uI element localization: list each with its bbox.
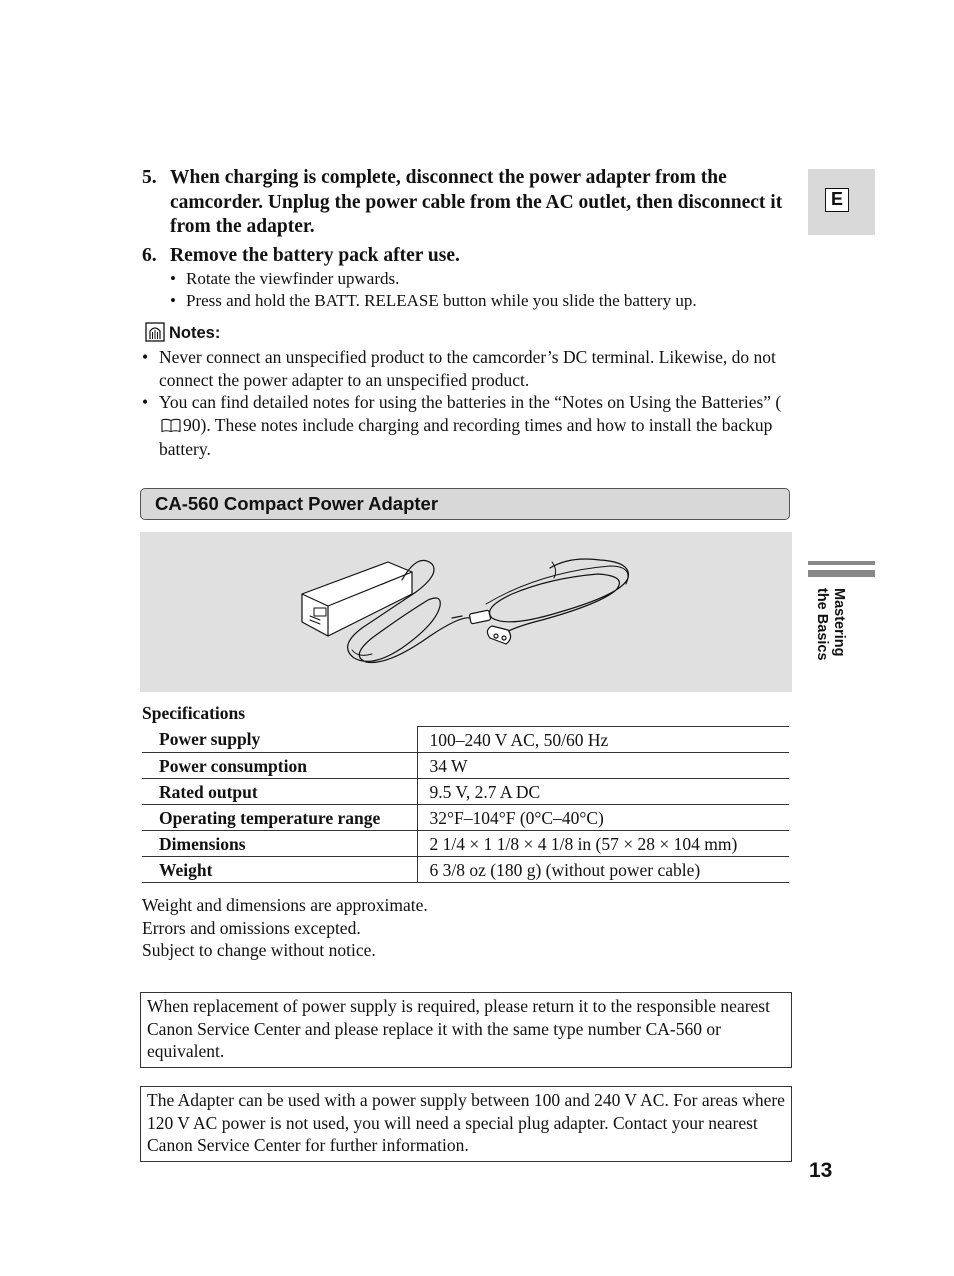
spec-label: Dimensions: [142, 831, 417, 857]
step-number: 5.: [142, 167, 157, 188]
page-number: 13: [809, 1159, 833, 1182]
table-row: [142, 727, 789, 753]
list-item: • Rotate the viewfinder upwards.: [170, 268, 810, 290]
section-title: CA-560 Compact Power Adapter: [155, 493, 439, 514]
table-row: [142, 805, 789, 831]
notes-icon: [145, 322, 165, 348]
spec-value: 100–240 V AC, 50/60 Hz: [417, 727, 789, 753]
table-row: [142, 779, 789, 805]
chapter-label: [809, 588, 849, 688]
sidebar-divider: [808, 561, 875, 565]
spec-label: Rated output: [142, 779, 417, 805]
notes-heading: [145, 322, 220, 348]
power-adapter-drawing: [140, 532, 792, 692]
spec-label: Operating temperature range: [142, 805, 417, 831]
spec-value: 2 1/4 × 1 1/8 × 4 1/8 in (57 × 28 × 104 mm): [417, 831, 789, 857]
list-item: [142, 391, 787, 461]
note-text-start: You can find detailed notes for using the batteries in the “Notes on Using the Batteries” (: [159, 392, 782, 412]
chapter-label-line: the Basics: [814, 588, 830, 661]
step-6-bullets: [170, 268, 810, 311]
step-5: [142, 166, 792, 240]
step-6: [142, 244, 792, 269]
adapter-illustration: [140, 532, 792, 692]
list-item: • Press and hold the BATT. RELEASE button while you slide the battery up.: [170, 290, 810, 312]
chapter-label-line: Mastering: [831, 588, 847, 657]
disclaimer-text: [142, 894, 428, 962]
step-text: When charging is complete, disconnect the power adapter from the camcorder. Unplug the power cable from the AC outlet, then disconnect it from the adapter.: [170, 167, 783, 237]
list-item: • Never connect an unspecified product to the camcorder’s DC terminal. Likewise, do not connect the power adapter to an unspecified product.: [142, 346, 787, 391]
voltage-notice: The Adapter can be used with a power supply between 100 and 240 V AC. For areas where 120 V AC power is not used, you will need a special plug adapter. Contact your nearest Canon Service Center for further information.: [140, 1086, 792, 1162]
spec-value: 9.5 V, 2.7 A DC: [417, 779, 789, 805]
step-text: Remove the battery pack after use.: [170, 245, 460, 266]
spec-label: Weight: [142, 857, 417, 883]
replacement-notice: When replacement of power supply is required, please return it to the responsible nearest Canon Service Center and please replace it with the same type number CA-560 or equivalent.: [140, 992, 792, 1068]
step-number: 6.: [142, 245, 157, 266]
spec-value: 32°F–104°F (0°C–40°C): [417, 805, 789, 831]
table-row: [142, 857, 789, 883]
notes-title: Notes:: [169, 324, 221, 342]
spec-value: 6 3/8 oz (180 g) (without power cable): [417, 857, 789, 883]
language-tab-label: E: [825, 188, 849, 212]
notes-list: [142, 346, 787, 461]
note-text-end: 90). These notes include charging and recording times and how to install the backup battery.: [159, 414, 773, 459]
table-row: [142, 831, 789, 857]
disclaimer-line: Subject to change without notice.: [142, 940, 376, 960]
disclaimer-line: Weight and dimensions are approximate.: [142, 895, 428, 915]
table-row: [142, 753, 789, 779]
book-reference-icon: [161, 416, 181, 439]
sidebar-divider: [808, 570, 875, 577]
specifications-table: [142, 726, 789, 883]
spec-label: Power consumption: [142, 753, 417, 779]
section-header: [140, 488, 790, 520]
spec-label: Power supply: [142, 727, 417, 753]
language-tab: [808, 169, 875, 235]
spec-value: 34 W: [417, 753, 789, 779]
disclaimer-line: Errors and omissions excepted.: [142, 917, 361, 938]
specifications-heading: Specifications: [142, 703, 246, 723]
